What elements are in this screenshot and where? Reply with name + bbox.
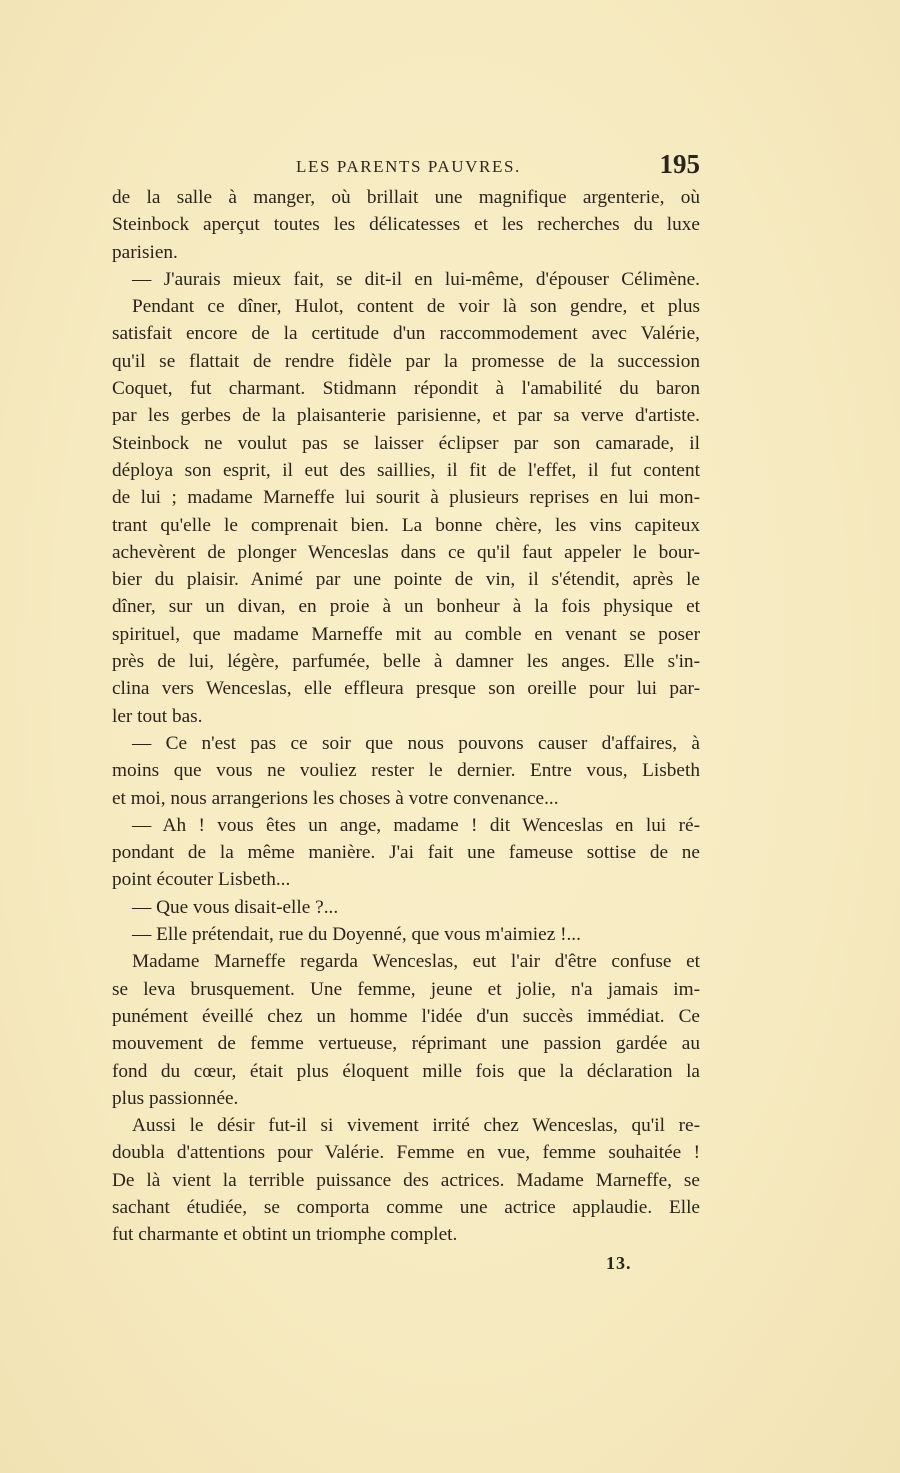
text-line: trant qu'elle le comprenait bien. La bonne chère, les vins capiteux (112, 514, 700, 536)
text-line: achevèrent de plonger Wenceslas dans ce qu'il faut appeler le bour- (112, 541, 700, 563)
text-line: de lui ; madame Marneffe lui sourit à plusieurs reprises en lui mon- (112, 487, 700, 509)
text-line: déploya son esprit, il eut des saillies, il fit de l'effet, il fut content (112, 459, 700, 481)
page-header (112, 149, 702, 187)
text-line: moins que vous ne vouliez rester le dernier. Entre vous, Lisbeth (112, 760, 700, 782)
text-line: satisfait encore de la certitude d'un raccommodement avec Valérie, (112, 323, 700, 345)
page-number: 195 (659, 149, 700, 179)
text-line: bier du plaisir. Animé par une pointe de vin, il s'étendit, après le (112, 569, 700, 591)
text-line: punément éveillé chez un homme l'idée d'un succès immédiat. Ce (112, 1005, 700, 1027)
text-line: Coquet, fut charmant. Stidmann répondit à l'amabilité du baron (112, 378, 700, 400)
text-line: Aussi le désir fut-il si vivement irrité chez Wenceslas, qu'il re- (132, 1115, 700, 1137)
text-line: ler tout bas. (112, 705, 203, 727)
text-line: mouvement de femme vertueuse, réprimant une passion gardée au (112, 1033, 700, 1055)
text-line: fut charmante et obtint un triomphe complet. (112, 1224, 458, 1246)
text-line: de la salle à manger, où brillait une magnifique argenterie, où (112, 187, 700, 208)
text-line: près de lui, légère, parfumée, belle à damner les anges. Elle s'in- (112, 651, 700, 673)
text-line: par les gerbes de la plaisanterie parisienne, et par sa verve d'artiste. (112, 405, 700, 427)
signature-mark: 13. (606, 1253, 632, 1273)
text-line: Steinbock aperçut toutes les délicatesses et les recherches du luxe (112, 214, 700, 236)
text-line: plus passionnée. (112, 1087, 239, 1109)
text-line: se leva brusquement. Une femme, jeune et jolie, n'a jamais im- (112, 978, 700, 1000)
text-line: Pendant ce dîner, Hulot, content de voir là son gendre, et plus (132, 296, 700, 318)
text-line: qu'il se flattait de rendre fidèle par la promesse de la succession (112, 350, 700, 372)
text-line: dîner, sur un divan, en proie à un bonheur à la fois physique et (112, 596, 700, 618)
text-line: et moi, nous arrangerions les choses à votre convenance... (112, 787, 559, 809)
text-line: — Que vous disait-elle ?... (132, 896, 339, 918)
text-line: fond du cœur, était plus éloquent mille fois que la déclaration la (112, 1060, 700, 1082)
text-line: De là vient la terrible puissance des actrices. Madame Marneffe, se (112, 1169, 700, 1191)
body-text (112, 184, 700, 1249)
text-line: Madame Marneffe regarda Wenceslas, eut l'air d'être confuse et (132, 951, 700, 973)
text-line: — J'aurais mieux fait, se dit-il en lui-même, d'épouser Célimène. (132, 268, 700, 290)
text-line: doubla d'attentions pour Valérie. Femme en vue, femme souhaitée ! (112, 1142, 700, 1164)
running-title: LES PARENTS PAUVRES. (296, 157, 521, 176)
text-line: sachant étudiée, se comporta comme une actrice applaudie. Elle (112, 1196, 700, 1218)
text-line: clina vers Wenceslas, elle effleura presque son oreille pour lui par- (112, 678, 700, 700)
text-line: Steinbock ne voulut pas se laisser éclipser par son camarade, il (112, 432, 700, 454)
text-line: parisien. (112, 241, 178, 263)
text-line: — Ah ! vous êtes un ange, madame ! dit Wenceslas en lui ré- (132, 814, 700, 836)
text-line: — Ce n'est pas ce soir que nous pouvons causer d'affaires, à (132, 732, 700, 754)
text-line: — Elle prétendait, rue du Doyenné, que vous m'aimiez !... (132, 924, 581, 946)
text-line: spirituel, que madame Marneffe mit au comble en venant se poser (112, 623, 700, 645)
text-line: point écouter Lisbeth... (112, 869, 291, 891)
text-line: pondant de la même manière. J'ai fait une fameuse sottise de ne (112, 842, 700, 864)
